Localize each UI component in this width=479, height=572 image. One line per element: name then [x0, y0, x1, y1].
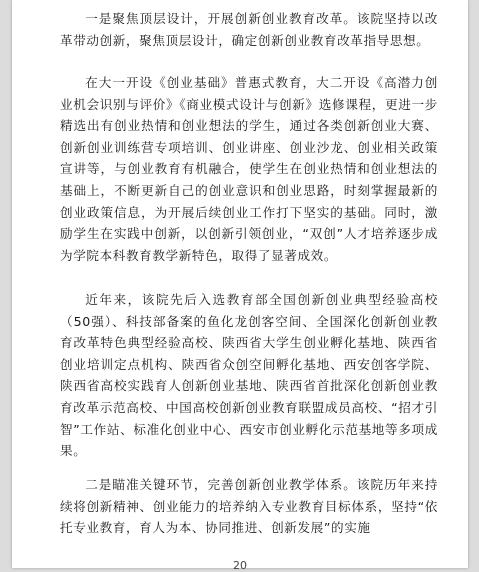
paragraph-2: 在大一开设《创业基础》普惠式教育，大二开设《高潜力创业机会识别与评价》《商业模式设计与创新》选修课程，更进一步精选出有创业热情和创业想法的学生，通过各类创新创业大赛、创新创业训练营专项培训、创业讲座、创业沙龙、创业相关政策宣讲等，与创业教育有机融合，使学生在创业热情和创业想法的基础上，不断更新自己的创业意识和创业思路，时刻掌握最新的创业政策信息，为开展后续创业工作打下坚实的基础。同时，激励学生在实践中创新，以创新引领创业，“双创”人才培养逐步成为学院本科教育教学新特色，取得了显著成效。 [60, 75, 438, 263]
paragraph-1: 一是聚焦顶层设计，开展创新创业教育改革。该院坚持以改革带动创新，聚焦顶层设计，确定创新创业教育改革指导思想。 [60, 11, 438, 48]
page-number: 20 [233, 559, 247, 572]
paragraph-3: 近年来，该院先后入选教育部全国创新创业典型经验高校（50强）、科技部备案的鱼化龙创客空间、全国深化创新创业教育改革特色典型经验高校、陕西省大学生创业孵化基地、陕西省创业培训定点机构、陕西省众创空间孵化基地、西安创客学院、陕西省高校实践育人创新创业基地、陕西省首批深化创新创业教育改革示范高校、中国高校创新创业教育联盟成员高校、“招才引智”工作站、标准化创业中心、西安市创业孵化示范基地等多项成果。 [60, 292, 438, 459]
document-page [12, 0, 468, 572]
paragraph-4: 二是瞄准关键环节，完善创新创业教学体系。该院历年来持续将创新精神、创业能力的培养纳入专业教育目标体系，坚持“依托专业教育，育人为本、协同推进、创新发展”的实施 [60, 477, 438, 536]
